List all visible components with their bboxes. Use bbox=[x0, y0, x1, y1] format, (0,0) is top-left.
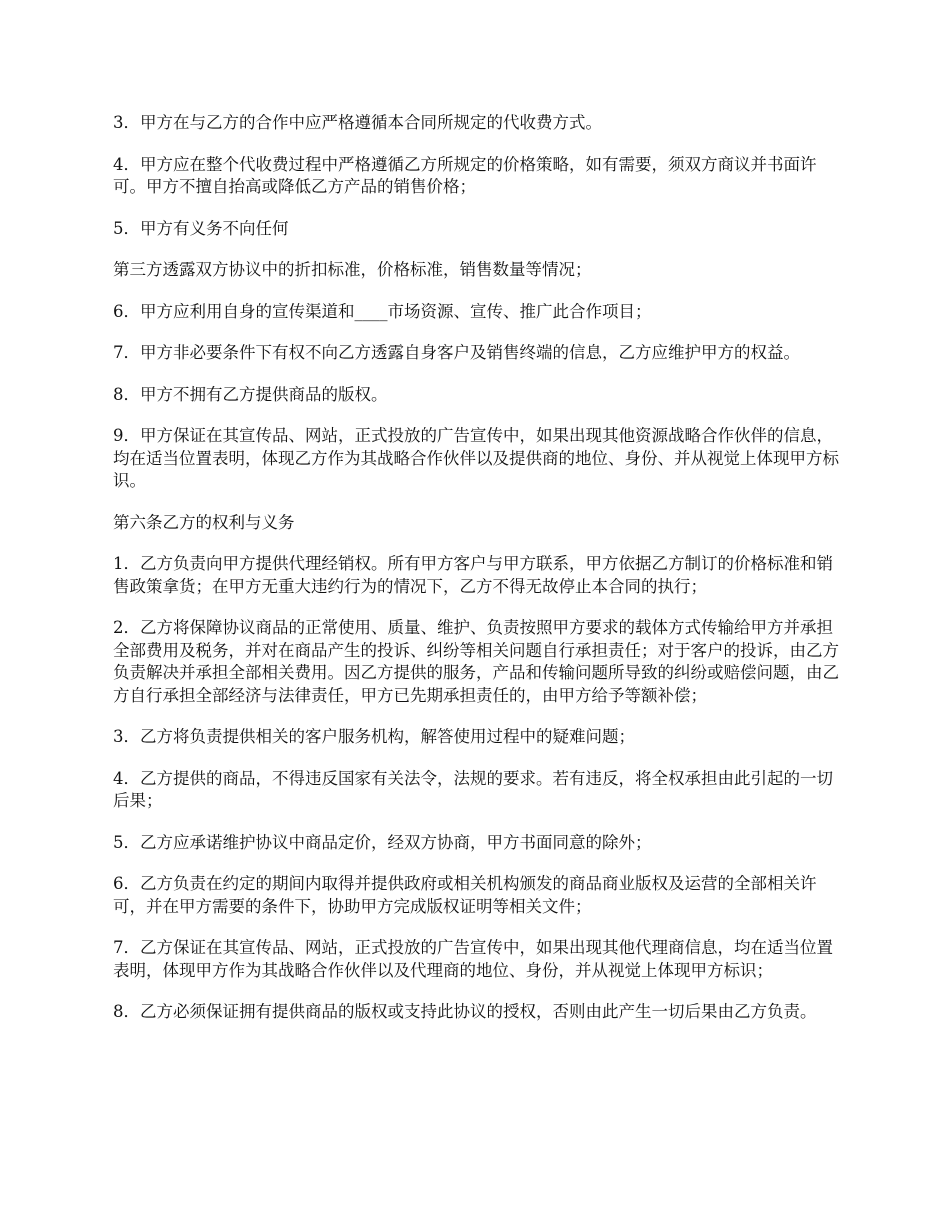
clause-paragraph: 4．甲方应在整个代收费过程中严格遵循乙方所规定的价格策略，如有需要，须双方商议并书面许可。甲方不擅自抬高或降低乙方产品的销售价格； bbox=[113, 154, 817, 196]
clause-paragraph: 8．乙方必须保证拥有提供商品的版权或支持此协议的授权，否则由此产生一切后果由乙方负责。 bbox=[113, 1002, 817, 1021]
clause-paragraph: 1．乙方负责向甲方提供代理经销权。所有甲方客户与甲方联系，甲方依据乙方制订的价格标准和销售政策拿货；在甲方无重大违约行为的情况下，乙方不得无故停止本合同的执行； bbox=[113, 554, 833, 596]
document-page bbox=[113, 112, 840, 1043]
clause-paragraph: 7．乙方保证在其宣传品、网站，正式投放的广告宣传中，如果出现其他代理商信息，均在适当位置表明，体现甲方作为其战略合作伙伴以及代理商的地位、身份，并从视觉上体现甲方标识； bbox=[113, 938, 833, 980]
clause-paragraph: 8．甲方不拥有乙方提供商品的版权。 bbox=[113, 384, 388, 404]
section-heading: 第六条乙方的权利与义务 bbox=[113, 512, 295, 532]
clause-paragraph: 5．乙方应承诺维护协议中商品定价，经双方协商，甲方书面同意的除外； bbox=[113, 832, 652, 852]
clause-paragraph: 7．甲方非必要条件下有权不向乙方透露自身客户及销售终端的信息，乙方应维护甲方的权益。 bbox=[113, 343, 800, 362]
clause-paragraph: 第三方透露双方协议中的折扣标准，价格标准，销售数量等情况； bbox=[113, 260, 592, 279]
clause-paragraph: 3．甲方在与乙方的合作中应严格遵循本合同所规定的代收费方式。 bbox=[113, 113, 602, 132]
clause-paragraph: 9．甲方保证在其宣传品、网站，正式投放的广告宣传中，如果出现其他资源战略合作伙伴的信息，均在适当位置表明，体现乙方作为其战略合作伙伴以及提供商的地位、身份、并从视觉上体现甲方标识。 bbox=[113, 426, 839, 490]
clause-paragraph: 6．甲方应利用自身的宣传渠道和____市场资源、宣传、推广此合作项目； bbox=[113, 301, 652, 321]
clause-paragraph: 3．乙方将负责提供相关的客户服务机构，解答使用过程中的疑难问题； bbox=[113, 727, 635, 746]
clause-paragraph: 2．乙方将保障协议商品的正常使用、质量、维护、负责按照甲方要求的载体方式传输给甲方并承担全部费用及税务，并对在商品产生的投诉、纠纷等相关问题自行承担责任；对于客户的投诉，由乙方负责解决并承担全部相关费用。因乙方提供的服务，产品和传输问题所导致的纠纷或赔偿问题，由乙方自行承担全部经济与法律责任，甲方已先期承担责任的，由甲方给予等额补偿； bbox=[113, 618, 839, 705]
clause-paragraph: 4．乙方提供的商品，不得违反国家有关法令，法规的要求。若有违反，将全权承担由此引起的一切后果； bbox=[113, 768, 833, 810]
clause-paragraph: 6．乙方负责在约定的期间内取得并提供政府或相关机构颁发的商品商业版权及运营的全部相关许可，并在甲方需要的条件下，协助甲方完成版权证明等相关文件； bbox=[113, 874, 817, 916]
clause-paragraph: 5．甲方有义务不向任何 bbox=[113, 218, 289, 238]
